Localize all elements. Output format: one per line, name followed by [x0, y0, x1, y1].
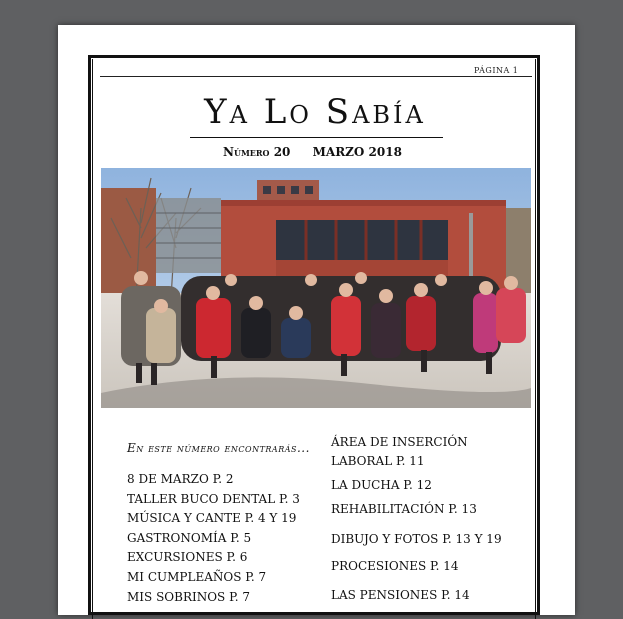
toc-item: REHABILITACIÓN P. 13 [331, 502, 477, 516]
toc-item: PROCESIONES P. 14 [331, 559, 459, 573]
toc-item: MI CUMPLEAÑOS P. 7 [127, 569, 267, 584]
toc-item: LABORAL P. 11 [331, 454, 425, 468]
toc-item: MIS SOBRINOS P. 7 [127, 589, 250, 604]
cover-photo [101, 168, 531, 408]
issue-date: MARZO 2018 [312, 145, 402, 159]
toc-heading: En este número encontrarás... [127, 441, 310, 455]
toc-item: TALLER BUCO DENTAL P. 3 [127, 491, 300, 506]
header-rule [100, 76, 532, 77]
toc-item: LA DUCHA P. 12 [331, 478, 432, 492]
page-number: PÁGINA 1 [474, 66, 519, 75]
toc-item: GASTRONOMÍA P. 5 [127, 530, 252, 545]
title-rule [190, 137, 443, 138]
newsletter-title: Ya Lo Sabía [204, 92, 426, 132]
toc-item: LAS PENSIONES P. 14 [331, 588, 470, 602]
issue-line [223, 145, 402, 159]
toc-left-column [127, 470, 300, 607]
toc-item: EXCURSIONES P. 6 [127, 550, 248, 565]
group-photo-icon [101, 168, 531, 408]
toc-item: ÁREA DE INSERCIÓN [331, 435, 468, 449]
issue-number: Número 20 [223, 145, 291, 159]
toc-item: DIBUJO Y FOTOS P. 13 Y 19 [331, 532, 502, 546]
toc-item: 8 DE MARZO P. 2 [127, 472, 234, 486]
toc-item: MÚSICA Y CANTE P. 4 Y 19 [127, 511, 297, 526]
